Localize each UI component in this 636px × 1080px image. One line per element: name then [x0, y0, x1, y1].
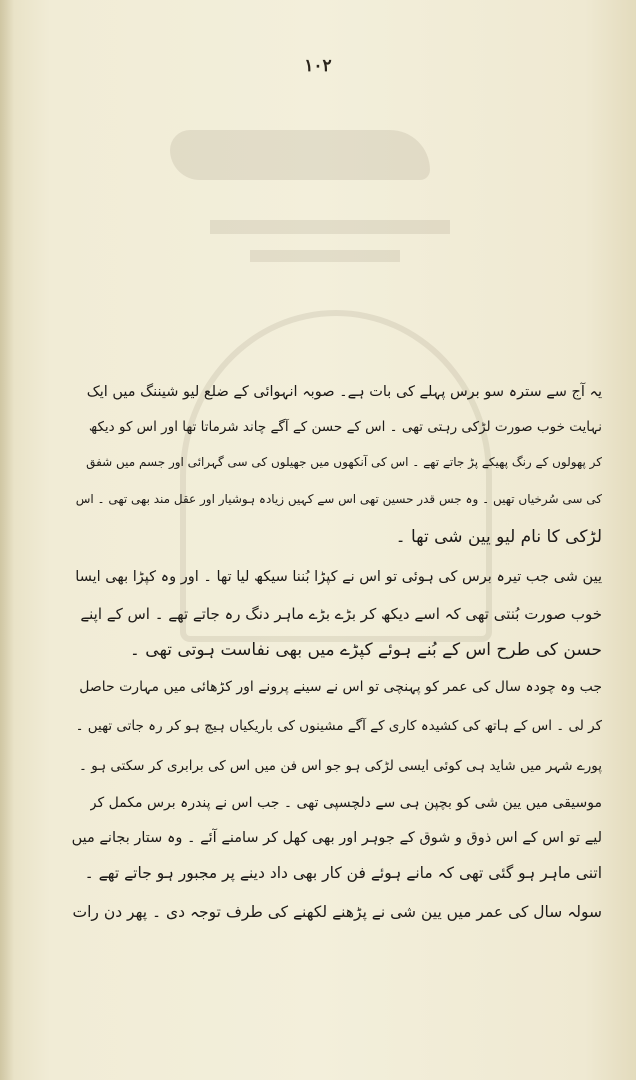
- text-line: نہایت خوب صورت لڑکی رہتی تھی ۔ اس کے حسن کے آگے چاند شرماتا تھا اور اس کو دیکھ: [88, 419, 602, 435]
- text-line: خوب صورت بُنتی تھی کہ اسے دیکھ کر بڑے بڑے ماہر دنگ رہ جاتے تھے ۔ اس کے اپنے: [80, 605, 602, 623]
- text-line: موسیقی میں یین شی کو بچپن ہی سے دلچسپی تھی ۔ جب اس نے پندرہ برس مکمل کر: [89, 795, 602, 811]
- text-line: سولہ سال کی عمر میں یین شی نے پڑھنے لکھنے کی طرف توجہ دی ۔ پھر دن رات: [72, 903, 602, 921]
- text-line: کی سی سُرخیاں تھیں ۔ وہ جس قدر حسین تھی اس سے کہیں زیادہ ہوشیار اور عقل مند بھی تھی ۔ اس: [75, 492, 602, 506]
- text-line: یہ آج سے سترہ سو برس پہلے کی بات ہے۔ صوبہ انہوائی کے ضلع لیو شیننگ میں ایک: [86, 384, 602, 400]
- text-line: اتنی ماہر ہو گئی تھی کہ مانے ہوئے فن کار بھی داد دینے پر مجبور ہو جاتے تھے ۔: [84, 864, 602, 882]
- text-line: لیے تو اس کے اس ذوق و شوق کے جوہر اور بھی کھل کر سامنے آئے ۔ وہ ستار بجانے میں: [71, 830, 602, 846]
- text-line: کر پھولوں کے رنگ پھیکے پڑ جاتے تھے ۔ اس کی آنکھوں میں جھیلوں کی سی گہرائی اور جسم میں شفق: [86, 455, 602, 469]
- text-line: پورے شہر میں شاید ہی کوئی ایسی لڑکی ہو جو اس فن میں اس کی برابری کر سکتی ہو ۔: [79, 758, 602, 774]
- text-line: لڑکی کا نام لیو یین شی تھا ۔: [395, 527, 602, 547]
- page-number: ۱۰۲: [304, 56, 332, 76]
- text-line: یین شی جب تیرہ برس کی ہوئی تو اس نے کپڑا بُننا سیکھ لیا تھا ۔ اور وہ کپڑا بھی ایسا: [75, 569, 602, 585]
- text-line: کر لی ۔ اس کے ہاتھ کی کشیدہ کاری کے آگے مشینوں کی باریکیاں ہیچ ہو کر رہ جاتی تھیں ۔: [75, 718, 602, 734]
- text-line: حسن کی طرح اس کے بُنے ہوئے کپڑے میں بھی نفاست ہوتی تھی ۔: [129, 640, 602, 660]
- text-line: جب وہ چودہ سال کی عمر کو پہنچی تو اس نے سینے پرونے اور کڑھائی میں مہارت حاصل: [79, 679, 602, 695]
